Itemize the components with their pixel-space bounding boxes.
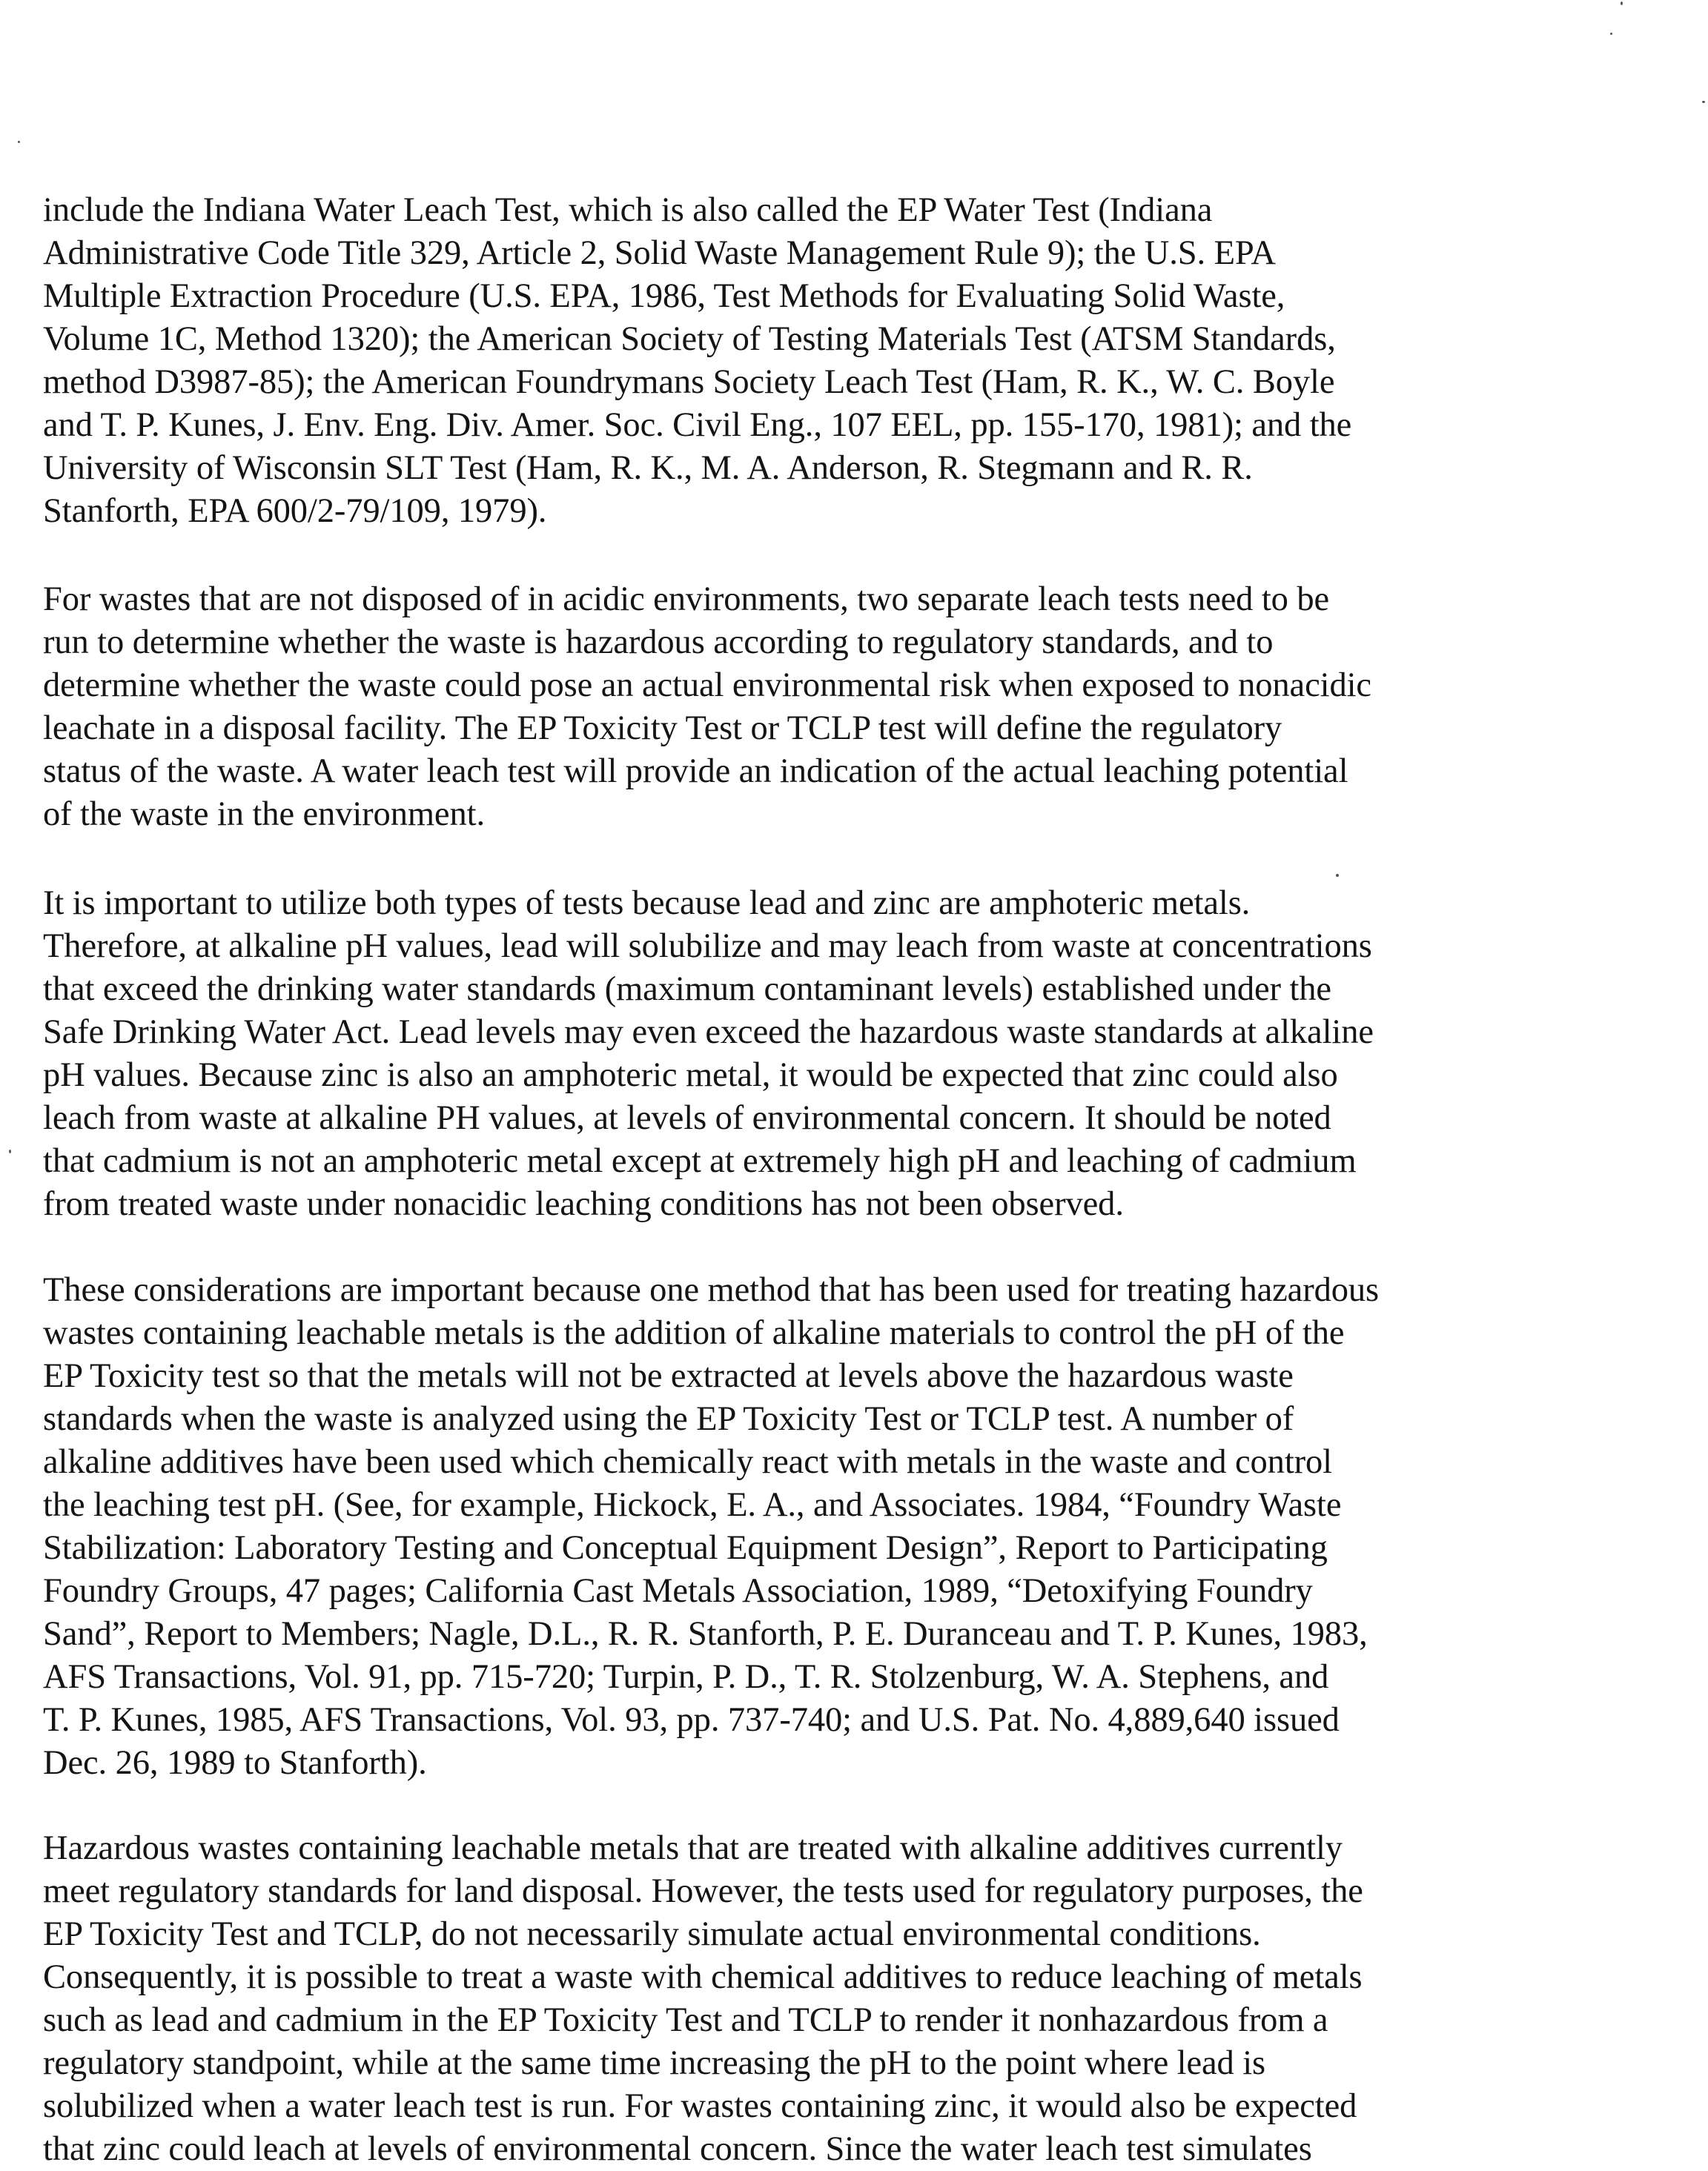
paragraph-leach-tests-list [43, 189, 1585, 533]
scan-speck [1621, 1, 1623, 5]
text-line: leachate in a disposal facility. The EP Toxicity Test or TCLP test will define the regulatory [43, 709, 1282, 747]
text-line: that exceed the drinking water standards (maximum contaminant levels) established under the [43, 970, 1331, 1008]
text-line: Sand”, Report to Members; Nagle, D.L., R. R. Stanforth, P. E. Duranceau and T. P. Kunes, 1983, [43, 1615, 1368, 1653]
paragraph-amphoteric-metals [43, 882, 1585, 1226]
text-line: Volume 1C, Method 1320); the American Society of Testing Materials Test (ATSM Standards, [43, 320, 1336, 358]
text-line: T. P. Kunes, 1985, AFS Transactions, Vol. 93, pp. 737-740; and U.S. Pat. No. 4,889,640 issued [43, 1701, 1340, 1739]
text-line: solubilized when a water leach test is run. For wastes containing zinc, it would also be expected [43, 2087, 1357, 2125]
text-line: method D3987-85); the American Foundrymans Society Leach Test (Ham, R. K., W. C. Boyle [43, 363, 1335, 401]
text-line: pH values. Because zinc is also an amphoteric metal, it would be expected that zinc could also [43, 1056, 1338, 1094]
scan-speck [9, 1150, 11, 1153]
text-line: of the waste in the environment. [43, 795, 485, 833]
text-line: run to determine whether the waste is hazardous according to regulatory standards, and to [43, 623, 1274, 661]
text-line: Foundry Groups, 47 pages; California Cast Metals Association, 1989, “Detoxifying Foundry [43, 1572, 1313, 1610]
text-line: include the Indiana Water Leach Test, which is also called the EP Water Test (Indiana [43, 191, 1213, 229]
text-line: Stanforth, EPA 600/2-79/109, 1979). [43, 492, 547, 530]
text-line: alkaline additives have been used which chemically react with metals in the waste and control [43, 1443, 1332, 1481]
text-line: standards when the waste is analyzed using the EP Toxicity Test or TCLP test. A number of [43, 1400, 1294, 1438]
scan-speck [1610, 33, 1612, 35]
text-line: For wastes that are not disposed of in acidic environments, two separate leach tests need to be [43, 580, 1330, 618]
paragraph-nonacidic-wastes [43, 578, 1585, 836]
text-line: Therefore, at alkaline pH values, lead will solubilize and may leach from waste at concentrations [43, 927, 1372, 965]
text-line: Consequently, it is possible to treat a waste with chemical additives to reduce leaching of metals [43, 1958, 1363, 1996]
scan-speck [1336, 874, 1339, 877]
text-line: University of Wisconsin SLT Test (Ham, R. K., M. A. Anderson, R. Stegmann and R. R. [43, 449, 1253, 487]
text-line: Multiple Extraction Procedure (U.S. EPA, 1986, Test Methods for Evaluating Solid Waste, [43, 277, 1285, 315]
text-line: AFS Transactions, Vol. 91, pp. 715-720; Turpin, P. D., T. R. Stolzenburg, W. A. Stephens, and [43, 1658, 1329, 1696]
text-line: that zinc could leach at levels of environmental concern. Since the water leach test simulates [43, 2130, 1312, 2168]
text-line: Administrative Code Title 329, Article 2, Solid Waste Management Rule 9); the U.S. EPA [43, 234, 1276, 272]
paragraph-alkaline-treatment [43, 1269, 1585, 1785]
text-line: and T. P. Kunes, J. Env. Eng. Div. Amer. Soc. Civil Eng., 107 EEL, pp. 155-170, 1981); and the [43, 406, 1352, 444]
text-line: Stabilization: Laboratory Testing and Conceptual Equipment Design”, Report to Participating [43, 1529, 1328, 1567]
text-line: regulatory standpoint, while at the same time increasing the pH to the point where lead is [43, 2044, 1266, 2082]
text-line: determine whether the waste could pose an actual environmental risk when exposed to nonacidic [43, 666, 1371, 704]
text-line: Safe Drinking Water Act. Lead levels may even exceed the hazardous waste standards at alkaline [43, 1013, 1374, 1051]
paragraph-regulatory-standards [43, 1827, 1585, 2171]
scan-speck [1702, 101, 1705, 103]
text-line: meet regulatory standards for land disposal. However, the tests used for regulatory purposes, the [43, 1872, 1363, 1910]
text-line: from treated waste under nonacidic leaching conditions has not been observed. [43, 1185, 1124, 1223]
text-line: the leaching test pH. (See, for example, Hickock, E. A., and Associates. 1984, “Foundry Waste [43, 1486, 1342, 1524]
text-line: such as lead and cadmium in the EP Toxicity Test and TCLP to render it nonhazardous from a [43, 2001, 1328, 2039]
text-line: It is important to utilize both types of tests because lead and zinc are amphoteric metals. [43, 884, 1251, 922]
scan-speck [18, 141, 20, 143]
text-line: leach from waste at alkaline PH values, at levels of environmental concern. It should be noted [43, 1099, 1331, 1137]
text-line: status of the waste. A water leach test will provide an indication of the actual leaching potential [43, 752, 1348, 790]
text-line: EP Toxicity test so that the metals will not be extracted at levels above the hazardous waste [43, 1357, 1294, 1395]
text-line: that cadmium is not an amphoteric metal except at extremely high pH and leaching of cadmium [43, 1142, 1357, 1180]
text-line: These considerations are important because one method that has been used for treating hazardous [43, 1271, 1380, 1309]
text-line: EP Toxicity Test and TCLP, do not necessarily simulate actual environmental conditions. [43, 1915, 1261, 1953]
text-line: wastes containing leachable metals is the addition of alkaline materials to control the pH of the [43, 1314, 1345, 1352]
text-line: Dec. 26, 1989 to Stanforth). [43, 1744, 427, 1782]
text-line: Hazardous wastes containing leachable metals that are treated with alkaline additives currently [43, 1829, 1343, 1867]
